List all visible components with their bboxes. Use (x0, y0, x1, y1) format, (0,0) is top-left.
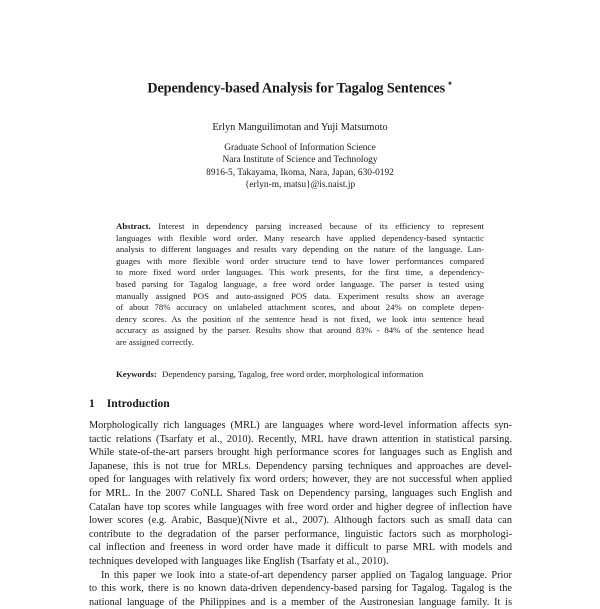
body-line: contribute to the degradation of the parser performance, linguistic factors such as morphologi- (89, 528, 512, 540)
body-text (89, 419, 512, 609)
abstract-line: based parsing for Tagalog language, a free word order language. The parser is tested using (116, 278, 484, 289)
affiliation-line: 8916-5, Takayama, Ikoma, Nara, Japan, 630-0192 (206, 167, 394, 178)
abstract-line: of about 78% accuracy on unlabeled attachment scores, and about 24% on complete depen- (116, 302, 484, 313)
author-list: Erlyn Manguilimotan and Yuji Matsumoto (212, 122, 388, 133)
abstract-line: guages with more flexible word order structure tend to have lower performances compared (116, 255, 484, 266)
section-heading (89, 397, 170, 410)
body-line: to this work, there is no known data-driven dependency-based parsing for Tagalog. Tagalog is the (89, 583, 512, 595)
abstract-label: Abstract. (116, 221, 151, 231)
abstract-line: accuracy as assigned by the parser. Results show that around 83% - 84% of the sentence head (116, 325, 484, 336)
abstract-line: dency scores. As the position of the sentence head is not fixed, we look into sentence head (116, 313, 484, 324)
abstract-line: analysis to different languages and results vary depending on the nature of the language. Lan- (116, 244, 484, 255)
abstract-line: manually assigned POS and auto-assigned POS data. Experiment results show an average (116, 290, 484, 301)
body-line: Catalan have top scores while languages with free word order and higher degree of inflection have (89, 501, 512, 513)
abstract-line: are assigned correctly. (116, 336, 194, 347)
body-line: national language of the Philippines and is a member of the Austronesian language family. It is (89, 596, 512, 608)
keywords-text: Dependency parsing, Tagalog, free word order, morphological information (162, 369, 424, 379)
abstract-text: Interest in dependency parsing increased because of its efficiency to represent (158, 221, 485, 231)
body-line: for MRL. In the 2007 CoNLL Shared Task on Dependency parsing, languages such English and (89, 487, 512, 499)
affiliation-line: Nara Institute of Science and Technology (222, 155, 378, 166)
affiliation-email: {erlyn-m, matsu}@is.naist.jp (244, 180, 356, 191)
section-title: Introduction (106, 397, 170, 410)
body-line: oped for languages with relatively fix word orders; however, they are not successful when applied (89, 474, 512, 486)
keywords-line (116, 369, 484, 379)
body-line: While state-of-the-art parsers brought high performance scores for languages such as English and (89, 447, 512, 459)
abstract-line: languages with flexible word order. Many research have applied dependency-based syntactic (116, 232, 484, 243)
abstract-line (116, 221, 484, 233)
abstract-block (116, 221, 484, 349)
keywords-label: Keywords: (116, 369, 157, 379)
affiliation-block (0, 142, 600, 192)
title-text: Dependency-based Analysis for Tagalog Sentences (147, 80, 446, 97)
body-line: cal inflection and freeness in word order have made it difficult to parse MRL with models and (89, 542, 512, 554)
body-line: tactic relations (Tsarfaty et al., 2010). Recently, MRL have drawn attention in statistical parsing. (89, 433, 512, 445)
body-line: techniques developed with languages like English (Tsarfaty et al., 2010). (89, 555, 389, 567)
title-footnote-mark: ⋆ (447, 78, 453, 88)
body-line: lower scores (e.g. Arabic, Basque)(Nivre et al., 2007). Although factors such as small data can (89, 515, 512, 527)
body-line: In this paper we look into a state-of-art dependency parser applied on Tagalog language. Prior (101, 569, 512, 581)
abstract-line: to more fixed word order languages. This work presents, for the first time, a dependency- (116, 267, 484, 278)
body-line: Morphologically rich languages (MRL) are languages where word-level information affects syn- (89, 420, 512, 431)
section-number: 1 (89, 397, 95, 410)
body-line: Japanese, this is not true for MRLs. Dependency parsing techniques and approaches are devel- (89, 460, 512, 472)
paper-title (0, 79, 600, 98)
affiliation-line: Graduate School of Information Science (224, 143, 376, 153)
